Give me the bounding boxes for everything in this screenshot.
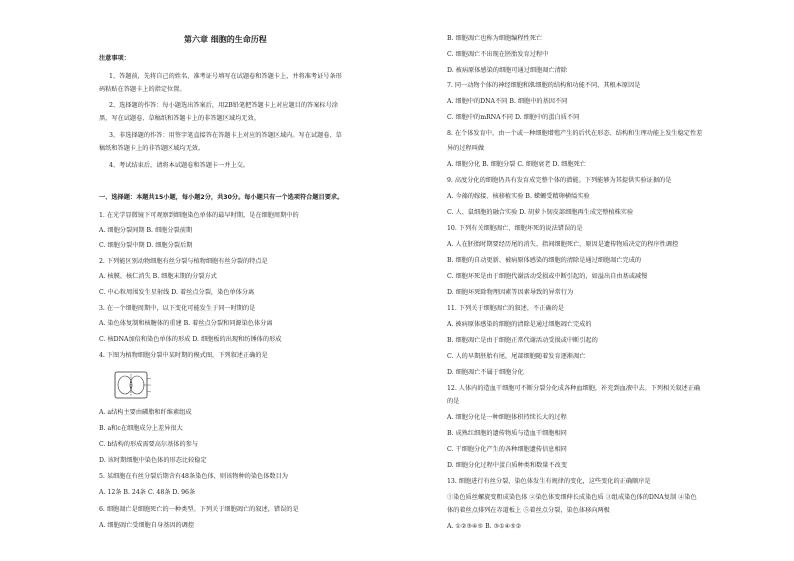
question-line: 12. 人体内的造血干细胞可不断分裂分化成各种血细胞，补充到血液中去。下列相关叙述正确 [447, 385, 701, 392]
option-line: B. 细胞的自动更新、被病原体感染的细胞的清除是通过细胞凋亡完成的 [447, 257, 642, 264]
option-line: C. 细胞中的mRNA不同 D. 细胞中的蛋白质不同 [447, 114, 580, 121]
option-line: C. 人、鼠细胞的融合实验 D. 胡萝卜韧皮部细胞再生成完整植株实验 [447, 209, 634, 216]
question-line: 2. 下列能区别动物细胞有丝分裂与植物细胞有丝分裂的特点是 [99, 258, 268, 265]
question-line: 7. 同一动物个体的神经细胞和肌细胞的结构和功能不同，其根本原因是 [447, 82, 641, 89]
question-line: 11. 下列关于细胞凋亡的叙述，不正确的是 [447, 305, 564, 312]
option-line: A. 细胞分化是一种细胞体积持续长大的过程 [447, 414, 567, 421]
question-line: 6. 细胞凋亡是细胞死亡的一种类型。下列关于细胞凋亡的叙述，错误的是 [99, 506, 299, 513]
notice-line: 4、考试结束后，请将本试题卷和答题卡一并上交。 [109, 162, 250, 169]
option-line: C. 细胞坏死是由于细胞代谢活动受损或中断引起的，如溢出自由基或减慢 [447, 273, 648, 280]
question-line: 4. 下图为植物细胞分裂中某时期的模式图，下列叙述正确的是 [99, 352, 268, 359]
cell-division-figure [113, 370, 157, 400]
notice-line: 1、答题前，先将自己的姓名、准考证号填写在试题卷和答题卡上，并将准考证号条形 [109, 73, 342, 80]
option-line: A. 今藻的嫁接、核移植实验 B. 蝾螈受精卵横缢实验 [447, 193, 590, 200]
option-line: A. ①②③④⑤ B. ③①④⑤② [447, 523, 522, 530]
option-line: A. 被病原体感染的细胞的清除是通过细胞凋亡完成的 [447, 321, 592, 328]
question-line: 1. 在光学显微镜下可观察到细胞染色单体的最早时期，是在细胞周期中的 [99, 212, 299, 219]
notice-line: 3、非选择题的作答：用签字笔直接答在答题卡上对应的答题区域内。写在试题卷、草 [109, 132, 342, 139]
notice-line: 黑，写在试题卷、草稿纸和答题卡上的非答题区域均无效。 [99, 115, 260, 122]
question-line: 9. 高度分化的细胞仍具有发育成完整个体的潜能。下列能够为其提供实验证据的是 [447, 177, 672, 184]
question-line: ①染色质丝螺旋变粗成染色体 ②染色体变细伸长成染色质 ③组成染色体的DNA复制 ④染色 [447, 494, 697, 501]
option-line: C. 核DNA加倍和染色单体的形成 D. 细胞板的出现和纺锤体的形成 [99, 336, 282, 343]
section-heading: 一、选择题：本题共15小题，每小题2分，共30分。每小题只有一个选项符合题目要求。 [99, 194, 344, 201]
option-line: C. 人的早期胚胎有尾，尾部细胞随着发育逐渐凋亡 [447, 353, 586, 360]
option-line: A. 细胞凋亡受细胞自身基因的调控 [99, 522, 195, 529]
option-line: C. b结构的形成需要高尔基体的参与 [99, 441, 199, 448]
option-line: A. 染色体复制和核糖体的重建 B. 着丝点分裂和同源染色体分离 [99, 320, 273, 327]
option-line: A. 核膜、核仁消失 B. 细胞末期的分裂方式 [99, 273, 217, 280]
notice-line: 稿纸和答题卡上的非答题区域均无效。 [99, 145, 205, 152]
question-line: 体的着丝点排列在赤道板上 ⑤着丝点分裂，染色体移向两极 [447, 507, 610, 514]
option-line: C. 细胞分裂中期 D. 细胞分裂后期 [99, 242, 193, 249]
option-line: B. 细胞凋亡是由于细胞正常代谢活动受损或中断引起的 [447, 337, 598, 344]
question-line: 异的过程叫做 [447, 145, 485, 152]
option-line: C. 细胞凋亡不出现在胚胎发育过程中 [447, 51, 549, 58]
question-line: 5. 某细胞在有丝分裂后期含有48条染色体，则该物种的染色体数目为 [99, 473, 288, 480]
option-line: D. 细胞坏死除物理因素等因素导致的异常行为 [447, 289, 574, 296]
option-line: B. 细胞凋亡也称为细胞编程性死亡 [447, 35, 543, 42]
notice-line: 码粘贴在答题卡上的指定位置。 [99, 86, 186, 93]
option-line: D. 该时期细胞中染色体的形态比较稳定 [99, 457, 207, 464]
question-line: 3. 在一个细胞周期中，以下变化可能发生于同一时期的是 [99, 305, 256, 312]
option-line: A. 人在胚胎时期要经历尾的消失、指间细胞死亡，原因是遗传物质决定的程序性调控 [447, 241, 679, 248]
question-line: 的是 [447, 398, 460, 405]
option-line: D. 被病原体感染的细胞可通过细胞凋亡清除 [447, 67, 568, 74]
option-line: C. 中心粒周围发生星射线 D. 着丝点分裂，染色单体分离 [99, 289, 255, 296]
option-line: D. 细胞凋亡不属于细胞分化 [447, 369, 524, 376]
option-line: A. a结构主要由磷脂和纤维素组成 [99, 409, 192, 416]
page-title: 第六章 细胞的生命历程 [184, 35, 267, 44]
option-line: A. 细胞中的DNA不同 B. 细胞中的基因不同 [447, 98, 568, 105]
option-line: A. 细胞分化 B. 细胞分裂 C. 细胞衰老 D. 细胞死亡 [447, 161, 586, 168]
option-line: A. 细胞分裂间期 B. 细胞分裂前期 [99, 227, 193, 234]
notice-heading: 注意事项： [99, 55, 130, 62]
option-line: C. 干细胞分化产生的各种细胞遗传信息相同 [447, 446, 567, 453]
notice-line: 2、选择题的作答：每小题选出答案后，用2B铅笔把答题卡上对应题目的答案标号涂 [109, 102, 338, 109]
question-line: 10. 下列有关细胞凋亡、细胞坏死的说法错误的是 [447, 225, 583, 232]
option-line: A. 12条 B. 24条 C. 48条 D. 96条 [99, 489, 196, 496]
question-line: 8. 在个体发育中，由一个或一种细胞增殖产生的后代在形态、结构和生理功能上发生稳定性差 [447, 130, 703, 137]
option-line: B. a和c在细胞成分上差异很大 [99, 425, 183, 432]
question-line: 13. 细胞进行有丝分裂，染色体发生有规律的变化，这些变化的正确顺序是 [447, 478, 651, 485]
option-line: B. 成熟红细胞的遗传物质与造血干细胞相同 [447, 430, 567, 437]
option-line: D. 细胞分化过程中蛋白质种类和数量不改变 [447, 462, 568, 469]
